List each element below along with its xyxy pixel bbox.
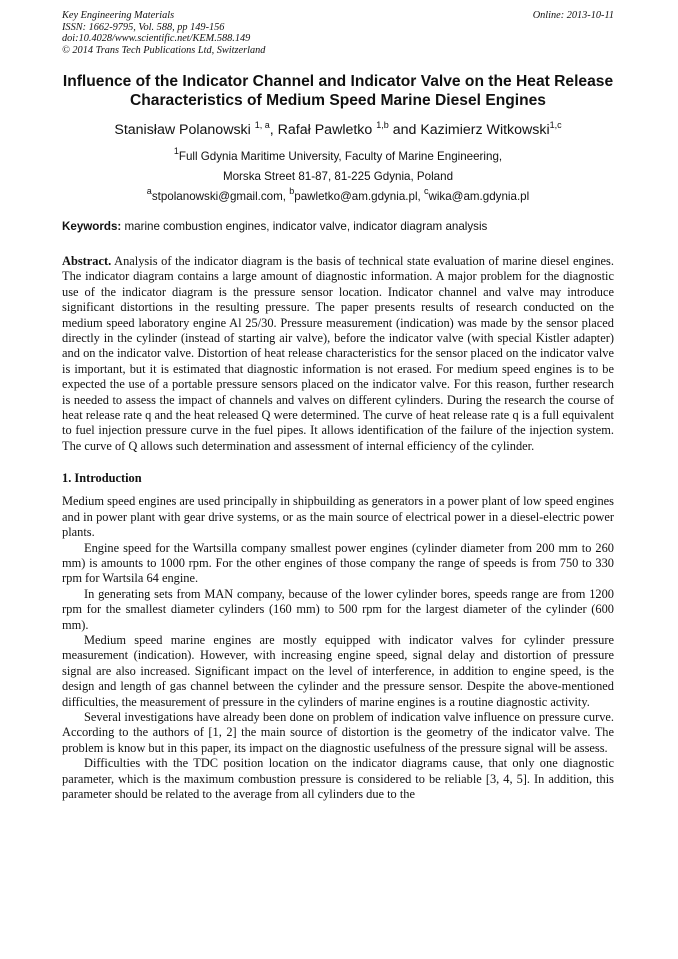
body-paragraph: Difficulties with the TDC position location on the indicator diagrams cause, that only one diagnostic parameter, which is the maximum combustion pressure is considered to be reliable [3, 4, 5]. In addition, this parameter should be related to the average from all cylinders due to the [62,756,614,801]
author-separator: , [269,122,278,138]
abstract-text: Analysis of the indicator diagram is the basis of technical state evaluation of marine diesel engines. The indicator diagram contains a large amount of diagnostic information. A major problem for the diagnostic use of the indicator diagram is the pressure sensor location. Indicator channel and valve may introduce significant distortions in the resulting pressure. The paper presents results of research conducted on the medium speed laboratory engine Al 25/30. Pressure measurement (indication) was made by the sensor placed directly in the cylinder (instead of starting air valve), before the indicator valve (with special Kistler adapter) and on the indicator valve. Distortion of heat release characteristics for the sensor placed on the indicator valve is important, but it is estimated that diagnostic information is not erased. For medium speed engines is to be expected the use of a portable pressure sensors placed on the indicator valve. For this reason, further research is needed to assess the impact of channels and valves on different cylinders. During the research the course of heat release rate q and the heat released Q were determined. The curve of heat release rate q is a full equivalent to fuel injection pressure curve in the fuel pipes. It allows identification of the failure of the injection system. The curve of Q allows such determination and assessment of internal efficiency of the cylinder. [62,254,614,453]
body-paragraph: Several investigations have already been done on problem of indication valve influence on pressure curve. According to the authors of [1, 2] the main source of distortion is the geometry of the indicator valve. The problem is know but in this paper, its impact on the diagnostic usefulness of the pressure signal will be assess. [62,709,614,755]
author-name: Kazimierz Witkowski [420,122,550,138]
affiliation-address: Morska Street 81-87, 81-225 Gdynia, Poland [222,170,454,183]
paper-page [62,10,614,802]
copyright-line: © 2014 Trans Tech Publications Ltd, Switzerland [62,44,266,56]
abstract-section [62,254,614,454]
author-name: Rafał Pawletko [277,122,373,138]
doi-line: doi:10.4028/www.scientific.net/KEM.588.149 [62,33,251,44]
email-separator: , [417,190,424,203]
keywords-section [62,220,614,233]
author-list [62,122,614,138]
affiliation-institution: Full Gdynia Maritime University, Faculty of Marine Engineering, [178,150,503,163]
email-mark: a [146,186,152,196]
body-paragraph: In generating sets from MAN company, because of the lower cylinder bores, speeds range are from 1200 rpm for the smallest diameter cylinders (160 mm) to 500 rpm for the largest diameter of the cylinder (600 mm). [62,586,614,632]
affiliation-line-1 [62,147,614,167]
paper-title: Influence of the Indicator Channel and Indicator Valve on the Heat Release Characteristics of Medium Speed Marine Diesel Engines [62,73,614,109]
email-mark: c [423,186,429,196]
section-heading: 1. Introduction [62,471,142,486]
issn-line: ISSN: 1662-9795, Vol. 588, pp 149-156 [62,21,225,33]
online-date: Online: 2013-10-11 [532,10,614,21]
author-affiliation-mark: 1,c [549,120,562,130]
body-paragraph: Engine speed for the Wartsilla company smallest power engines (cylinder diameter from 200 mm to 260 mm) is amounts to 1000 rpm. For the other engines of those company the range of speeds is from 750 to 330 rpm for Wartsila 64 engine. [62,540,614,586]
email-link[interactable]: wika@am.gdynia.pl [428,190,530,203]
author-emails [62,187,614,207]
email-link[interactable]: stpolanowski@gmail.com [151,190,283,203]
journal-name: Key Engineering Materials [62,10,175,21]
author-separator: and [388,122,421,138]
author-affiliation-mark: 1, a [254,120,270,130]
body-paragraph: Medium speed engines are used principally in shipbuilding as generators in a power plant of low speed engines and in power plant with gear drive systems, or as the main source of electrical power in a diesel-electric power plants. [62,494,614,540]
abstract-label: Abstract. [62,254,112,268]
email-separator: , [282,190,290,203]
keywords-text: marine combustion engines, indicator valve, indicator diagram analysis [124,220,488,233]
affiliation-mark: 1 [173,146,179,156]
keywords-label: Keywords: [62,220,122,233]
author-name: Stanisław Polanowski [114,122,251,138]
email-mark: b [289,186,295,196]
author-affiliation-mark: 1,b [376,120,389,130]
journal-header [62,10,614,56]
email-link[interactable]: pawletko@am.gdynia.pl [294,190,418,203]
body-paragraph: Medium speed marine engines are mostly equipped with indicator valves for cylinder pressure measurement (indication). However, with increasing engine speed, signal delay and distortion of pressure signal are also increased. Significant impact on the level of interference, in addition to engine speed, is the design and length of gas channel between the cylinder and the pressure sensor. Despite the above-mentioned difficulties, the measurement of pressure in the cylinders of marine engines is a routine diagnostic activity. [62,632,614,709]
affiliation-block [62,147,614,207]
